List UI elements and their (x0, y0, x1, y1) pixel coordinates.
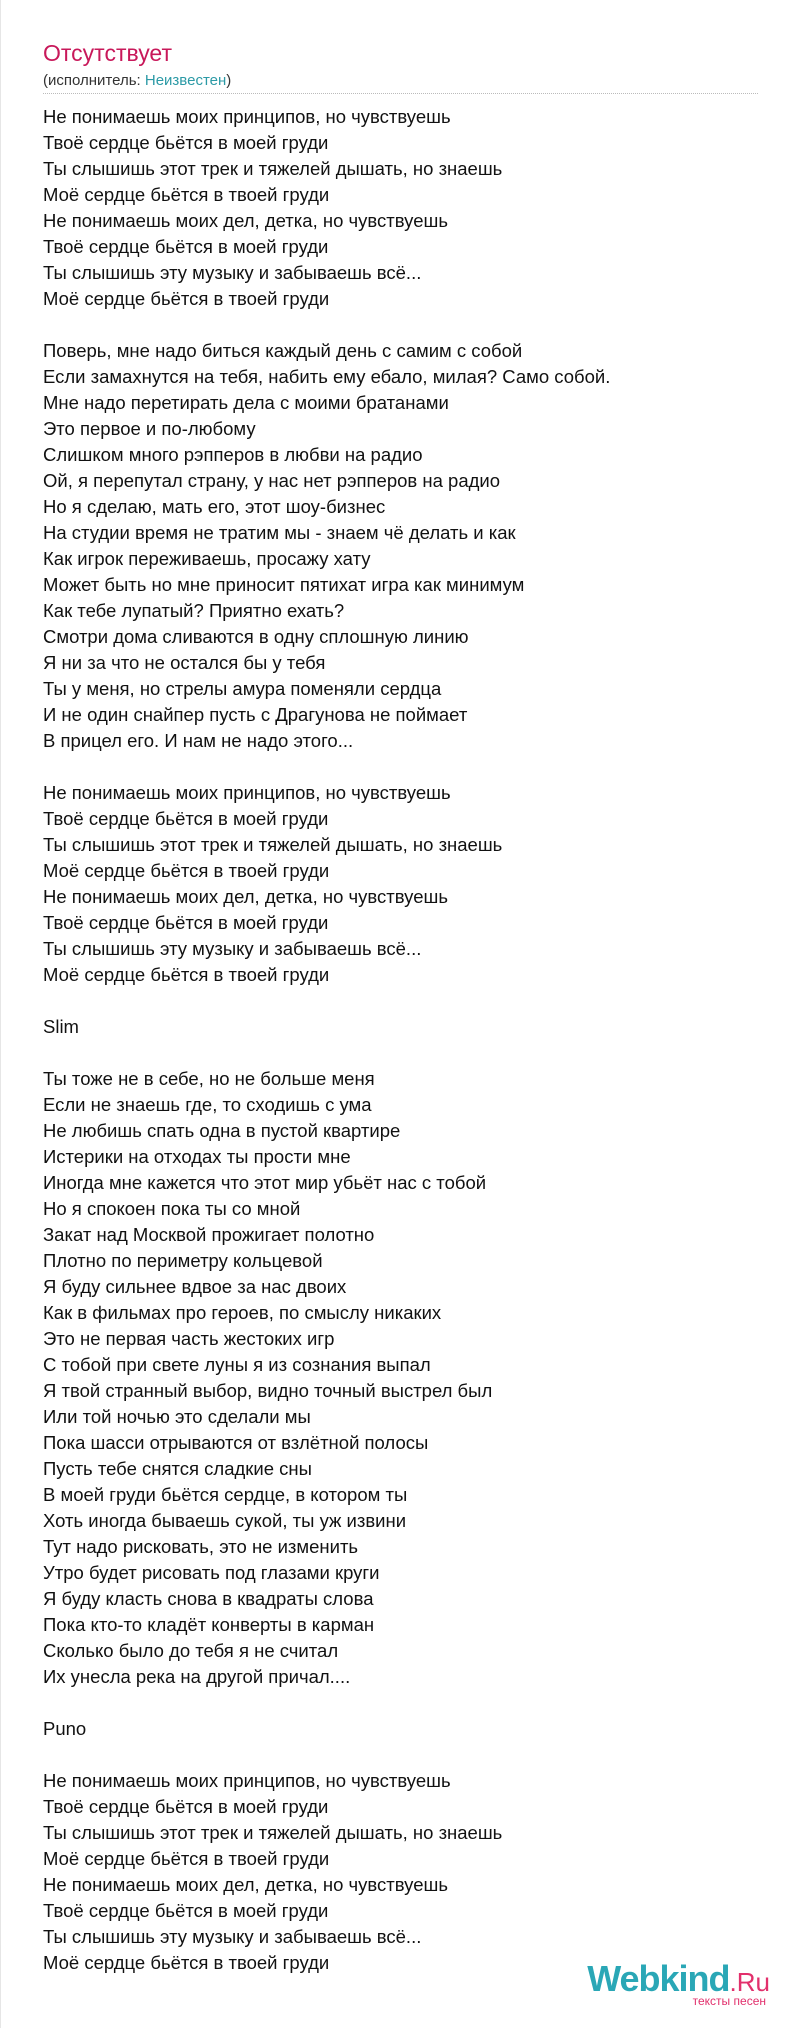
lyric-line: Не понимаешь моих дел, детка, но чувствуешь (43, 210, 448, 231)
lyric-line: Но я сделаю, мать его, этот шоу-бизнес (43, 496, 386, 517)
artist-prefix: (исполнитель: (43, 72, 145, 89)
lyric-line: Пока кто-то кладёт конверты в карман (43, 1614, 375, 1635)
lyric-line: Ты тоже не в себе, но не больше меня (43, 1068, 375, 1089)
lyric-line: Ты слышишь эту музыку и забываешь всё... (43, 262, 422, 283)
lyric-line: Сколько было до тебя я не считал (43, 1640, 339, 1661)
lyric-line: Твоё сердце бьётся в моей груди (43, 236, 329, 257)
lyric-line: С тобой при свете луны я из сознания выпал (43, 1354, 431, 1375)
lyric-line: Закат над Москвой прожигает полотно (43, 1224, 375, 1245)
lyric-line: Хоть иногда бываешь сукой, ты уж извини (43, 1510, 407, 1531)
lyric-line: Плотно по периметру кольцевой (43, 1250, 323, 1271)
lyric-line: На студии время не тратим мы - знаем чё делать и как (43, 522, 516, 543)
lyric-blank-line (43, 312, 610, 338)
lyric-line: Ты слышишь этот трек и тяжелей дышать, но знаешь (43, 1822, 503, 1843)
lyric-blank-line (43, 1742, 610, 1768)
lyric-line: Твоё сердце бьётся в моей груди (43, 912, 329, 933)
lyric-line: Смотри дома сливаются в одну сплошную линию (43, 626, 469, 647)
lyric-line: Слишком много рэпперов в любви на радио (43, 444, 423, 465)
lyric-line: Это не первая часть жестоких игр (43, 1328, 335, 1349)
artist-suffix: ) (226, 72, 232, 89)
lyric-line: Иногда мне кажется что этот мир убьёт нас с тобой (43, 1172, 487, 1193)
lyric-line: Я твой странный выбор, видно точный выстрел был (43, 1380, 493, 1401)
lyric-line: И не один снайпер пусть с Драгунова не поймает (43, 704, 468, 725)
lyric-line: Моё сердце бьётся в твоей груди (43, 860, 330, 881)
logo-domain: .Ru (729, 1967, 770, 1997)
lyric-line: Slim (43, 1016, 79, 1037)
lyric-line: Не понимаешь моих дел, детка, но чувствуешь (43, 1874, 448, 1895)
artist-link[interactable]: Неизвестен (144, 72, 227, 89)
lyric-line: Твоё сердце бьётся в моей груди (43, 132, 329, 153)
lyric-line: Пусть тебе снятся сладкие сны (43, 1458, 312, 1479)
lyric-line: Или той ночью это сделали мы (43, 1406, 311, 1427)
lyric-blank-line (43, 754, 610, 780)
lyric-line: Моё сердце бьётся в твоей груди (43, 1848, 330, 1869)
lyric-line: Если не знаешь где, то сходишь с ума (43, 1094, 372, 1115)
lyric-line: Puno (43, 1718, 87, 1739)
artist-line (43, 72, 231, 89)
lyric-line: Твоё сердце бьётся в моей груди (43, 1900, 329, 1921)
lyric-line: Ты слышишь эту музыку и забываешь всё... (43, 938, 422, 959)
lyric-line: Моё сердце бьётся в твоей груди (43, 288, 330, 309)
lyric-line: Но я спокоен пока ты со мной (43, 1198, 301, 1219)
lyric-line: Не понимаешь моих дел, детка, но чувствуешь (43, 886, 448, 907)
lyric-line: Как игрок переживаешь, просажу хату (43, 548, 371, 569)
lyric-line: В моей груди бьётся сердце, в котором ты (43, 1484, 408, 1505)
lyric-line: Истерики на отходах ты прости мне (43, 1146, 351, 1167)
lyric-blank-line (43, 1690, 610, 1716)
lyric-line: Пока шасси отрываются от взлётной полосы (43, 1432, 429, 1453)
lyric-line: Твоё сердце бьётся в моей груди (43, 808, 329, 829)
lyric-line: Как в фильмах про героев, по смыслу никаких (43, 1302, 442, 1323)
lyric-line: Поверь, мне надо биться каждый день с самим с собой (43, 340, 523, 361)
lyric-line: Я буду сильнее вдвое за нас двоих (43, 1276, 347, 1297)
lyric-blank-line (43, 988, 610, 1014)
lyric-line: Твоё сердце бьётся в моей груди (43, 1796, 329, 1817)
logo-tagline: тексты песен (692, 1994, 766, 2008)
lyric-line: Это первое и по-любому (43, 418, 256, 439)
lyric-line: Ой, я перепутал страну, у нас нет рэпперов на радио (43, 470, 501, 491)
lyric-line: Я буду класть снова в квадраты слова (43, 1588, 374, 1609)
lyric-line: Моё сердце бьётся в твоей груди (43, 184, 330, 205)
lyric-line: Я ни за что не остался бы у тебя (43, 652, 326, 673)
lyric-line: Может быть но мне приносит пятихат игра как минимум (43, 574, 525, 595)
lyric-line: Утро будет рисовать под глазами круги (43, 1562, 380, 1583)
lyrics-text (43, 104, 610, 1976)
lyric-line: Если замахнутся на тебя, набить ему ебало, милая? Само собой. (43, 366, 611, 387)
title-divider (43, 93, 758, 94)
logo-wordmark: Webkind (587, 1958, 730, 1999)
lyric-line: Моё сердце бьётся в твоей груди (43, 964, 330, 985)
lyric-line: Не любишь спать одна в пустой квартире (43, 1120, 401, 1141)
lyric-line: В прицел его. И нам не надо этого... (43, 730, 354, 751)
lyric-line: Не понимаешь моих принципов, но чувствуешь (43, 782, 451, 803)
lyric-line: Моё сердце бьётся в твоей груди (43, 1952, 330, 1973)
lyric-line: Как тебе лупатый? Приятно ехать? (43, 600, 345, 621)
lyric-line: Ты у меня, но стрелы амура поменяли сердца (43, 678, 442, 699)
lyric-line: Тут надо рисковать, это не изменить (43, 1536, 359, 1557)
lyric-line: Ты слышишь этот трек и тяжелей дышать, но знаешь (43, 158, 503, 179)
lyric-line: Мне надо перетирать дела с моими братанами (43, 392, 449, 413)
song-title: Отсутствует (43, 40, 172, 66)
lyric-line: Их унесла река на другой причал.... (43, 1666, 351, 1687)
lyric-line: Не понимаешь моих принципов, но чувствуешь (43, 106, 451, 127)
lyric-line: Ты слышишь эту музыку и забываешь всё... (43, 1926, 422, 1947)
lyric-blank-line (43, 1040, 610, 1066)
site-logo[interactable] (587, 1958, 770, 2008)
lyric-line: Ты слышишь этот трек и тяжелей дышать, но знаешь (43, 834, 503, 855)
lyric-line: Не понимаешь моих принципов, но чувствуешь (43, 1770, 451, 1791)
